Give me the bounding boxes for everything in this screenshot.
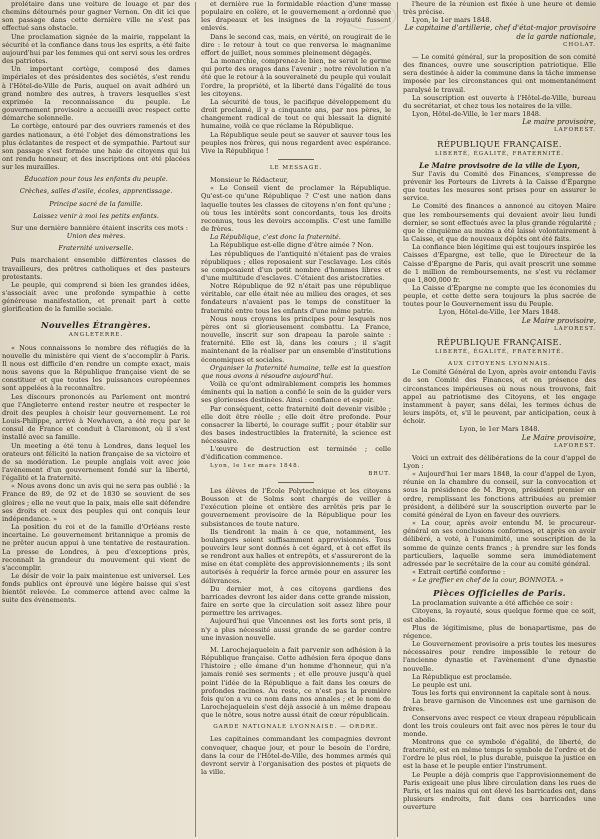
paragraph: Le désir de voir la paix maintenue est universel. Les fonds publics ont éprouvé une légère baisse qui s'est bientôt relevée. Le commerce attend avec calme la suite des événements. xyxy=(2,572,190,605)
signature: BRUT. xyxy=(368,470,391,477)
notice-heading: Le Maire provisoire de la ville de Lyon, xyxy=(419,160,580,170)
paragraph: Le cortège, entouré par des ouvriers ramenés et des gardes nationaux, a été l'objet des démonstrations les plus éclatantes de respect et de sympathie. Partout sur son passage s'est formée une haie de citoyens qui lui ont rendu honneur, et des inscriptions ont été placées sur les murailles. xyxy=(2,122,190,172)
paragraph: Le Gouvernement provisoire a pris toutes les mesures nécessaires pour rendre impossible le retour de l'ancienne dynastie et l'avènement d'une dynastie nouvelle. xyxy=(403,640,596,673)
column-rule xyxy=(397,2,398,837)
paragraph: Une proclamation signée de la mairie, rappelant la sécurité et la confiance dans tous les esprits, a été faite aujourd'hui par les femmes qui ont servi sous les ordres des patriotes. xyxy=(2,32,190,66)
dateline: Lyon, Hôtel-de-Ville, le 1er mars 1848. xyxy=(412,110,542,119)
banner-motto: Union des mères. xyxy=(66,232,126,241)
paragraph: Tous les forts qui environnent la capitale sont à nous. xyxy=(412,689,592,698)
paragraph: Les républiques de l'antiquité n'étaient pas de vraies républiques ; elles reposaient sur l'esclavage. Les cités se composaient d'un petit nombre d'hommes libres et d'une multitude d'esclaves. C'étaient des aristocraties. xyxy=(201,249,391,282)
paragraph: — Le comité général, sur la proposition de son comité des finances, ouvre une souscription patriotique. Elle sera destinée à aider la commune dans la tâche immense imposée par les circonstances qui ont momentanément paralysé le travail. xyxy=(403,52,596,94)
paragraph: Du dernier mot, à ces citoyens gardiens des barricades devront les aider dans cette grande mission, faire en sorte que la circulation soit assez libre pour permettre les arrivages. xyxy=(201,584,391,618)
country-heading: ANGLETERRE. xyxy=(68,332,124,339)
paragraph: Ils tiendront la main à ce que, notamment, les boulangers soient suffisamment approvisionnés. Tous pouvoirs leur sont donnés à cet égard, et à cet effet ils se rendront aux halles et entrepôts, et s'assureront de la mise en état complète des approvisionnements ; ils sont autorisés à requérir la force armée pour en assurer les délivrances. xyxy=(201,527,391,585)
paragraph: « Extrait certifié conforme : xyxy=(412,568,506,576)
paragraph: La brave garnison de Vincennes est une garnison de frères. xyxy=(403,697,596,714)
signature-name: LAFOREST. xyxy=(553,127,596,134)
column-2 xyxy=(201,0,391,839)
paragraph: La proclamation suivante a été affichée ce soir : xyxy=(412,599,573,608)
paragraph: La Caisse d'Épargne ne compte que les économies du peuple, et cette dette sera toujours la plus sacrée de toutes pour le Gouvernement issu du Peuple. xyxy=(403,284,596,309)
banner-motto: Principe sacré de la famille. xyxy=(49,199,143,208)
paragraph: Sur une dernière bannière étaient inscrits ces mots : xyxy=(11,223,188,232)
paragraph: « Aujourd'hui 1er mars 1848, la cour d'appel de Lyon, réunie en la chambre du conseil, sur la convocation et sous la présidence de M. Bryon, président premier en ordre, remplissant les fonctions attribuées au premier président, a délibéré sur la souscription ouverte par le comité général de Lyon en faveur des ouvriers. xyxy=(403,470,596,519)
paragraph: Plus de légitimisme, plus de bonapartisme, pas de régence. xyxy=(403,623,596,640)
dateline: Lyon, le 1er Mars 1848. xyxy=(459,425,540,434)
paragraph: « La cour, après avoir entendu M. le procureur-général en ses conclusions conformes, et après en avoir délibéré, a voté, à l'unanimité, une souscription de la somme de quinze cents francs ; à prendre sur les fonds particuliers, laquelle somme sera immédiatement adressée par le secrétaire de la cour au comité général. xyxy=(403,519,596,568)
paragraph: La monarchie, comprenez-le bien, ne serait le germe qui porte des orages dans l'avenir ; notre révolution n'a été que le retour à la souveraineté du peuple qui voulait l'ordre, la propriété, et la liberté dans l'égalité de tous les citoyens. xyxy=(201,57,391,98)
paragraph: Les capitaines commandant les compagnies devront convoquer, chaque jour, et pour le besoin de l'ordre, dans la cour de l'Hôtel-de-Ville, des hommes armés qui devront servir à l'organisation des postes et piquets de la ville. xyxy=(201,735,391,777)
paragraph: Le peuple, qui comprend si bien les grandes idées, s'associait avec une profonde sympathie à cette généreuse manifestation, et prenait part à cette glorification de la famille sociale. xyxy=(2,280,190,314)
signature: Le Maire provisoire, xyxy=(521,432,596,442)
signature: Le Maire provisoire, xyxy=(521,315,596,325)
paragraph: « Nous avons donc un avis qui ne sera pas oublié : la France de 89, de 92 et de 1830 se souvient de ses gloires ; elle ne veut que la paix, mais elle sait défendre ses droits et ceux des peuples qui ont conquis leur indépendance. » xyxy=(2,482,190,523)
paragraph: La confiance bien légitime qui est toujours inspirée les Caisses d'Épargne, est telle, que le Directeur de la Caisse d'Épargne de Paris, qui avait prescrit une somme de 1 million de remboursements, ne s'est vu réclamer que 1,800,000 fr. xyxy=(403,243,596,284)
section-heading: Nouvelles Étrangères. xyxy=(41,320,151,331)
paragraph: Montrons que ce symbole d'égalité, de liberté, de fraternité, est en même temps le symbole de l'ordre et de l'ordre le plus réel, le plus durable, puisque la justice en est la base et le peuple entier l'instrument. xyxy=(403,737,596,771)
paragraph: l'heure de la réunion est fixée à une heure et demie très précise. xyxy=(403,0,596,17)
republic-motto: LIBERTÉ, ÉGALITÉ, FRATERNITÉ. xyxy=(434,150,565,157)
column-rule xyxy=(195,2,196,837)
republic-heading: RÉPUBLIQUE FRANÇAISE. xyxy=(437,336,562,347)
paragraph: Voilà ce qu'ont admirablement compris les hommes éminents qui la nation a confié le soin de la guider vers ses glorieuses destinées. Ainsi : confiance et espoir. xyxy=(201,380,391,405)
signature-name: CHOLAT. xyxy=(563,41,596,48)
republic-motto: LIBERTÉ, ÉGALITÉ, FRATERNITÉ. xyxy=(434,348,565,355)
divider xyxy=(278,482,314,483)
paragraph: La République seule peut se sauver et sauver tous les peuples nos frères, qui nous regardent avec espérance. Vive la République ! xyxy=(201,130,391,155)
signature-name: LAFOREST. xyxy=(553,442,596,449)
dateline: Lyon, Hôtel-de-Ville, 1er Mars 1848. xyxy=(438,308,561,317)
paragraph: Puis marchaient ensemble différentes classes de travailleurs, des prêtres catholiques et des pasteurs protestants. xyxy=(2,256,190,281)
paragraph: Dans le second cas, mais, en vérité, on rougirait de le dire : le retour à tout ce que renversa le magnanime effort de juillet, nous sommes pleinement dégagés. xyxy=(201,32,391,57)
notice-heading: AUX CITOYENS LYONNAIS. xyxy=(448,361,551,368)
dateline: Lyon, le 1er mars 1848. xyxy=(412,16,492,25)
paragraph: Conservons avec respect ce vieux drapeau républicain dont les trois couleurs ont fait avec nos pères le tour du monde. xyxy=(403,713,596,738)
column-3 xyxy=(403,0,596,839)
republic-heading: RÉPUBLIQUE FRANÇAISE. xyxy=(437,138,562,149)
banner-motto: Éducation pour tous les enfants du peuple. xyxy=(24,175,168,184)
paragraph: « Nous connaissons le nombre des réfugiés de la nouvelle du ministère qui vient de s'accomplir à Paris. Il nous est difficile d'en rendre un compte exact, mais nous savons que la République française vient de se constituer et que toutes les puissances européennes sont appelées à la reconnaître. xyxy=(2,343,190,393)
paragraph: Les élèves de l'École Polytechnique et les citoyens Bousson et de Solms sont chargés de veiller à l'exécution pleine et entière des arrêtés pris par le gouvernement provisoire de la République pour les subsistances de toute nature. xyxy=(201,486,391,528)
paragraph: Organiser la fraternité humaine, telle est la question que nous avons à résoudre aujourd'hui. xyxy=(201,363,391,380)
paragraph: La République est-elle digne d'être aimée ? Non. xyxy=(210,241,374,250)
banner-motto: Crèches, salles d'asile, écoles, apprentissage. xyxy=(19,187,173,196)
paragraph: Citoyens, la royauté, sous quelque forme que ce soit, est abolie. xyxy=(403,607,596,624)
paragraph: Notre République de 92 n'était pas une république véritable, car elle était née au milieu des orages, et ses fondateurs n'avaient pas le temps de constituer la fraternité entre tous les enfants d'une même patrie. xyxy=(201,282,391,315)
paragraph: Le Comité des finances a annoncé au citoyen Maire que les remboursements qui devaient avoir lieu lundi dernier, se sont effectués avec la plus grande régularité ; que le cinquième au moins a été laissé volontairement à la Caisse, et que de nouveaux dépôts ont été faits. xyxy=(403,202,596,244)
paragraph: La sécurité de tous, le pacifique développement du droit proclamé, il y a cinquante ans, par nos pères, le changement radical de tout ce qui blessait la dignité humaine, voilà ce que réclame la République. xyxy=(201,97,391,131)
paragraph: M. Larochejaquelein a fait parvenir son adhésion à la République française. Cette adhésion fera époque dans l'histoire ; elle émane d'un homme d'honneur, qui n'a jamais renié ses serments ; et elle prouve jusqu'à quel point l'idée de la République a fait dans les cœurs de profondes racines. Au reste, ce n'est pas la première fois qu'on a vu ce nom dans nos annales ; et le nom de Larochejaquelein s'est déjà associé à un même drapeau que le nôtre, sous notre aussi était de cœur républicain. xyxy=(201,645,391,720)
signature: Le maire provisoire, xyxy=(522,117,596,127)
paragraph: La position du roi et de la famille d'Orléans reste incertaine. Le gouvernement britannique a promis de ne prêter aucun appui à une tentative de restauration. La presse de Londres, à peu d'exceptions près, reconnaît la grandeur du mouvement qui vient de s'accomplir. xyxy=(2,523,190,572)
paragraph: Le Comité Général de Lyon, après avoir entendu l'avis de son Comité des Finances, et en présence des circonstances impérieuses où nous nous trouvons, fait appel au patriotisme des Citoyens, et les engage instamment à payer, sans délai, les termes échus de leurs impôts, et, s'il le peuvent, par anticipation, ceux à échoir. xyxy=(403,368,596,426)
paragraph: L'œuvre de destruction est terminée ; celle d'édification commence. xyxy=(201,445,391,462)
divider xyxy=(278,159,314,160)
signature: Le capitaine d'artillerie, chef d'état-major provisoire de la garde nationale, xyxy=(404,23,596,41)
section-heading: Pièces Officielles de Paris. xyxy=(433,588,566,599)
paragraph: « Le greffier en chef de la cour, BONNOTA. » xyxy=(412,576,564,585)
salutation: Monsieur le Rédacteur, xyxy=(210,176,288,185)
paragraph: Le peuple est uni. xyxy=(412,680,472,689)
dateline: Lyon, le 1er mars 1848. xyxy=(210,462,301,469)
paragraph: Voici un extrait des délibérations de la cour d'appel de Lyon : xyxy=(403,453,596,470)
paragraph: et dernière rue la formidable réaction d'une masse populaire en colère, et le gouvernement a ordonné que les drapeaux et les insignes de la royauté fussent enlevés. xyxy=(201,0,391,33)
section-heading: GARDE NATIONALE LYONNAISE. — ORDRE. xyxy=(213,724,379,731)
paragraph: Nous nous croyons les principes pour lesquels nos pères ont si glorieusement combattu. La France, nouvelle, inscrit sur son drapeau la parole sainte : fraternité. Elle est là, dans les cœurs ; il s'agit maintenant de la réaliser par un ensemble d'institutions économiques et sociales. xyxy=(201,314,391,364)
paragraph: Le Peuple a déjà compris que l'approvisionnement de Paris exigeait une plus libre circulation dans les rues de Paris, et les mains qui ont élevé les barricades ont, dans plusieurs endroits, fait dans ces barricades une ouverture xyxy=(403,770,596,812)
paragraph: La République, c'est donc la fraternité. xyxy=(210,233,341,242)
journal-heading: LE MESSAGE. xyxy=(269,164,323,171)
signature-name: LAFOREST. xyxy=(553,325,596,332)
paragraph: Par conséquent, cette fraternité doit devenir visible ; elle doit être réelle ; elle doit être profonde. Pour consacrer la liberté, le courage suffit ; pour établir sur des bases indestructibles la fraternité, la science est nécessaire. xyxy=(201,404,391,446)
paragraph: Aujourd'hui que Vincennes est les forts sont pris, il n'y a plus nécessité aussi grande de se garder contre une invasion nouvelle. xyxy=(201,617,391,642)
paragraph: Sur l'avis du Comité des Finances, s'empresse de prévenir les Porteurs de Livrets à la Caisse d'Épargne que toutes les mesures sont prises pour en assurer le service. xyxy=(403,169,596,203)
column-1 xyxy=(2,0,190,839)
paragraph: Les discours prononcés au Parlement ont montré que l'Angleterre entend rester neutre et respecter le droit des peuples à choisir leur gouvernement. Le roi Louis-Philippe, arrivé à Newhaven, a été reçu par le consul de France et conduit à Claremont, où il s'est installé avec sa famille. xyxy=(2,392,190,442)
paragraph: Un meeting a été tenu à Londres, dans lequel les orateurs ont félicité la nation française de sa victoire et de sa modération. Le peuple anglais voit avec joie l'avènement d'un gouvernement fondé sur la liberté, l'égalité et la fraternité. xyxy=(2,441,190,483)
paragraph: prolétaire dans une voiture de louage et par des chemins détournés pour gagner Vernon. On dit ici que son passage dans cette dernière ville ne s'est pas effectué sans obstacle. xyxy=(2,0,190,33)
paragraph: La souscription est ouverte à l'Hôtel-de-Ville, bureau du secrétariat, et chez tous les notaires de la ville. xyxy=(403,93,596,110)
paragraph: La République est proclamée. xyxy=(412,672,512,681)
banner-motto: Laissez venir à moi les petits enfants. xyxy=(33,211,159,220)
banner-motto: Fraternité universelle. xyxy=(58,244,134,253)
paragraph: « Le Conseil vient de proclamer la République. Qu'est-ce qu'une République ? C'est une nation dans laquelle toutes les classes de citoyens n'en font qu'une ; où tous les intérêts sont concordants, tous les droits reconnus, tous les devoirs accomplis. C'est une famille de frères. xyxy=(201,184,391,234)
paragraph: Un important cortège, composé des dames impériales et des présidentes des sociétés, s'est rendu à l'Hôtel-de-Ville de Paris, auquel on avait adhéré un grand nombre des autres, à travers lesquelles s'est exprimée la reconnaissance du peuple. Le gouvernement provisoire a accueilli avec respect cette démarche solennelle. xyxy=(2,65,190,123)
